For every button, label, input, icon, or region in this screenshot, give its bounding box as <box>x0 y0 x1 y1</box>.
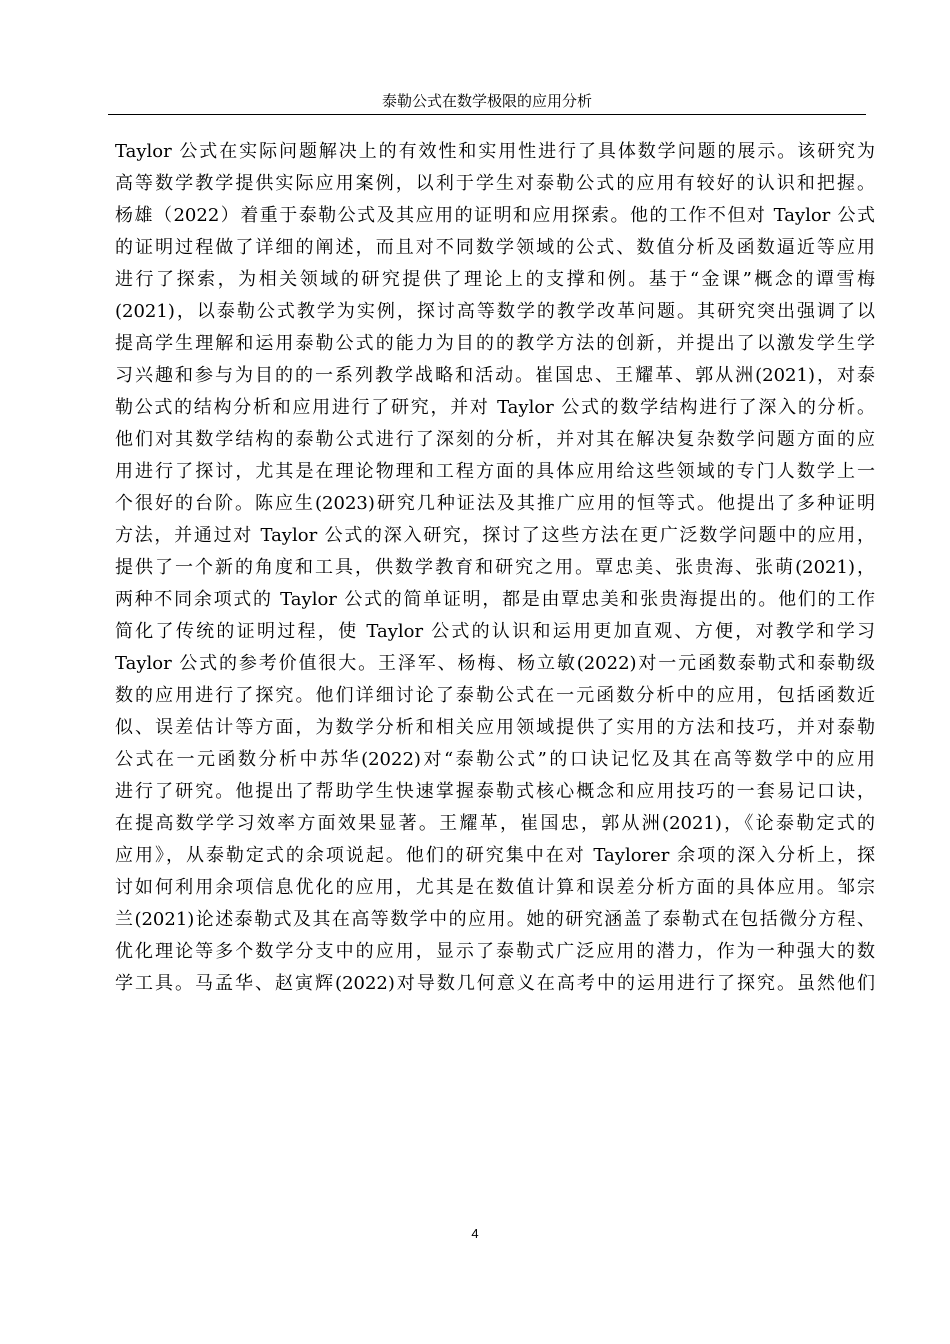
text-line: (2021)，以泰勒公式教学为实例，探讨高等数学的教学改革问题。其研究突出强调了以 <box>115 301 875 322</box>
page-number: 4 <box>471 1226 479 1241</box>
text-line: 讨如何利用余项信息优化的应用，尤其是在数值计算和误差分析方面的具体应用。邹宗 <box>115 877 875 898</box>
text-line: 提高学生理解和运用泰勒公式的能力为目的的教学方法的创新，并提出了以激发学生学 <box>115 333 875 354</box>
text-line: 两种不同余项式的 Taylor 公式的简单证明，都是由覃忠美和张贵海提出的。他们的工作 <box>115 589 875 610</box>
text-line: 勒公式的结构分析和应用进行了研究，并对 Taylor 公式的数学结构进行了深入的分析。 <box>115 397 875 418</box>
text-line: 简化了传统的证明过程，使 Taylor 公式的认识和运用更加直观、方便，对教学和学习 <box>115 621 875 642</box>
text-line: 公式在一元函数分析中苏华(2022)对“泰勒公式”的口诀记忆及其在高等数学中的应用 <box>115 749 875 770</box>
text-line: 个很好的台阶。陈应生(2023)研究几种证法及其推广应用的恒等式。他提出了多种证明 <box>115 493 875 514</box>
text-line: 提供了一个新的角度和工具，供数学教育和研究之用。覃忠美、张贵海、张萌(2021)， <box>115 557 875 578</box>
header-rule <box>108 114 866 115</box>
text-line: 在提高数学学习效率方面效果显著。王耀革，崔国忠，郭从洲(2021)，《论泰勒定式的 <box>115 813 875 834</box>
text-line: 的证明过程做了详细的阐述，而且对不同数学领域的公式、数值分析及函数逼近等应用 <box>115 237 875 258</box>
text-line: 进行了研究。他提出了帮助学生快速掌握泰勒式核心概念和应用技巧的一套易记口诀， <box>115 781 875 802</box>
text-line: 用进行了探讨，尤其是在理论物理和工程方面的具体应用给这些领域的专门人数学上一 <box>115 461 875 482</box>
text-line: 杨雄（2022）着重于泰勒公式及其应用的证明和应用探索。他的工作不但对 Taylor 公式 <box>115 205 875 226</box>
text-line: 习兴趣和参与为目的的一系列教学战略和活动。崔国忠、王耀革、郭从洲(2021)，对泰 <box>115 365 875 386</box>
text-line: 似、误差估计等方面，为数学分析和相关应用领域提供了实用的方法和技巧，并对泰勒 <box>115 717 875 738</box>
text-line: 他们对其数学结构的泰勒公式进行了深刻的分析，并对其在解决复杂数学问题方面的应 <box>115 429 875 450</box>
text-line: Taylor 公式在实际问题解决上的有效性和实用性进行了具体数学问题的展示。该研究为 <box>115 141 875 162</box>
text-line: 应用》，从泰勒定式的余项说起。他们的研究集中在对 Taylorer 余项的深入分析上，探 <box>115 845 875 866</box>
text-line: 高等数学教学提供实际应用案例，以利于学生对泰勒公式的应用有较好的认识和把握。 <box>115 173 875 194</box>
text-line: 学工具。马孟华、赵寅辉(2022)对导数几何意义在高考中的运用进行了探究。虽然他们 <box>115 973 875 994</box>
text-line: 数的应用进行了探究。他们详细讨论了泰勒公式在一元函数分析中的应用，包括函数近 <box>115 685 875 706</box>
text-line: 兰(2021)论述泰勒式及其在高等数学中的应用。她的研究涵盖了泰勒式在包括微分方程、 <box>115 909 875 930</box>
text-line: 优化理论等多个数学分支中的应用，显示了泰勒式广泛应用的潜力，作为一种强大的数 <box>115 941 875 962</box>
running-header: 泰勒公式在数学极限的应用分析 <box>381 92 592 110</box>
body-text <box>115 136 875 1000</box>
text-line: 进行了探索，为相关领域的研究提供了理论上的支撑和例。基于“金课”概念的谭雪梅 <box>115 269 875 290</box>
text-line: 方法，并通过对 Taylor 公式的深入研究，探讨了这些方法在更广泛数学问题中的应用， <box>115 525 875 546</box>
text-line: Taylor 公式的参考价值很大。王泽军、杨梅、杨立敏(2022)对一元函数泰勒式和泰勒级 <box>115 653 875 674</box>
